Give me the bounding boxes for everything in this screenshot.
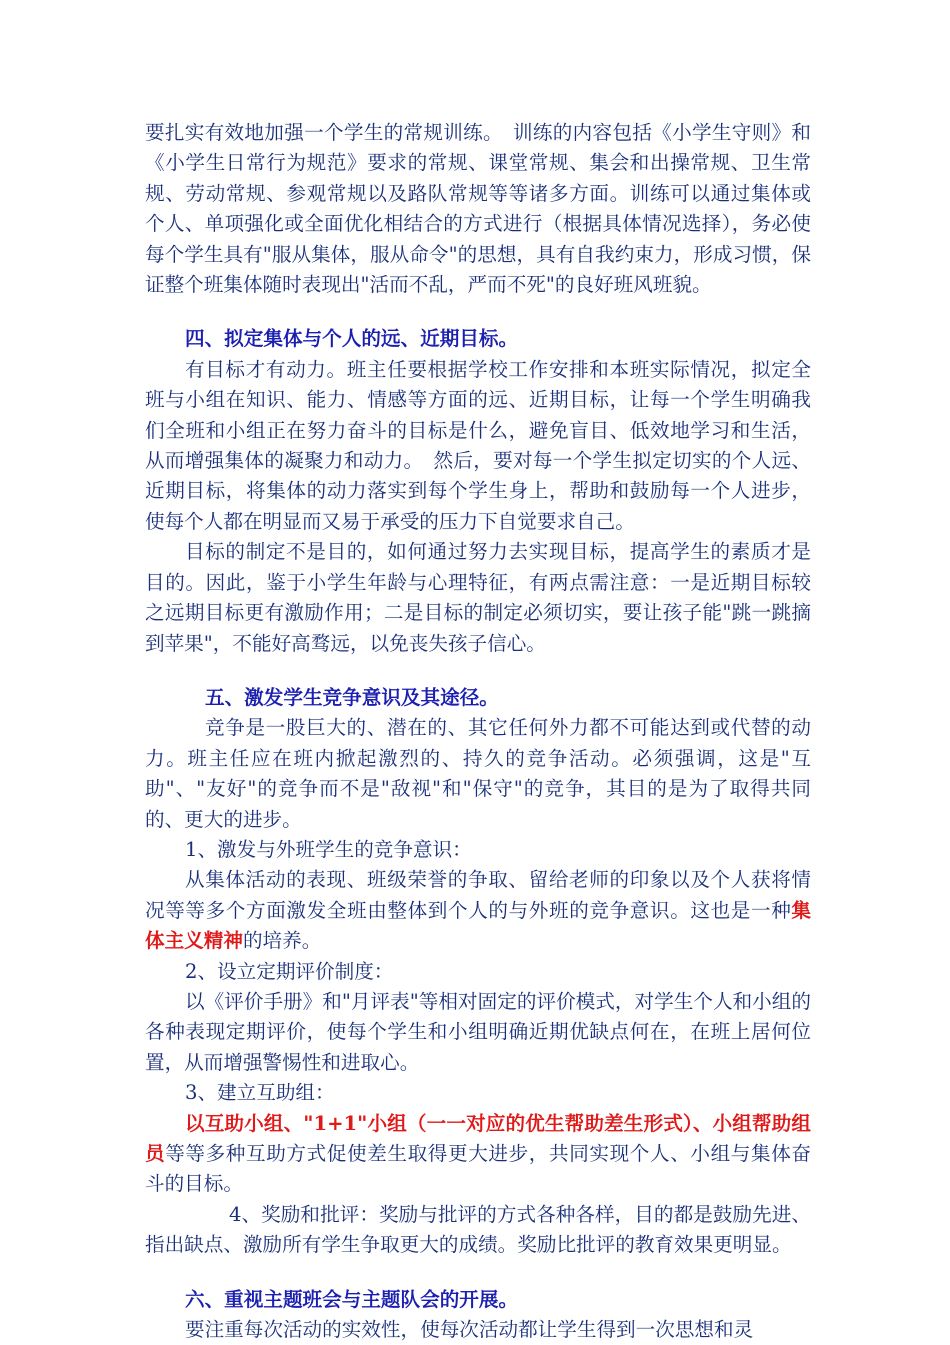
section-5-item-3-text xyxy=(145,1109,811,1200)
item-1-text-a: 从集体活动的表现、班级荣誉的争取、留给老师的印象以及个人获将情况等等多个方面激发全班由整体到个人的与外班的竞争意识。这也是一种 xyxy=(145,868,811,922)
section-5-item-3-title: 3、建立互助组： xyxy=(185,1081,335,1105)
item-3-text: 等等多种互助方式促使差生取得更大进步，共同实现个人、小组与集体奋斗的目标。 xyxy=(145,1142,812,1196)
item-1-text-b: 的培养。 xyxy=(242,929,322,953)
section-5-item-1-text xyxy=(145,865,811,956)
section-5-item-4: 4、奖励和批评：奖励与批评的方式各种各样，目的都是鼓励先进、指出缺点、激励所有学生争取更大的成绩。奖励比批评的教育效果更明显。 xyxy=(145,1202,811,1257)
section-6-paragraph-1: 要注重每次活动的实效性，使每次活动都让学生得到一次思想和灵 xyxy=(185,1318,754,1342)
item-3-prefix: 以 xyxy=(185,1111,205,1135)
section-5-paragraph-1: 竞争是一股巨大的、潜在的、其它任何外力都不可能达到或代替的动力。班主任应在班内掀起激烈的、持久的竞争活动。必须强调，这是"互助"、"友好"的竞争而不是"敌视"和"保守"的竞争，其目的是为了取得共同的、更大的进步。 xyxy=(145,716,811,831)
section-5-item-2-text: 以《评价手册》和"月评表"等相对固定的评价模式，对学生个人和小组的各种表现定期评价，使每个学生和小组明确近期优缺点何在，在班上居何位置，从而增强警惕性和进取心。 xyxy=(145,989,811,1074)
intro-paragraph: 要扎实有效地加强一个学生的常规训练。 训练的内容包括《小学生守则》和《小学生日常行为规范》要求的常规、课堂常规、集会和出操常规、卫生常规、劳动常规、参观常规以及路队常规等等诸多方面。训练可以通过集体或个人、单项强化或全面优化相结合的方式进行（根据具体情况选择），务必使每个学生具有"服从集体，服从命令"的思想，具有自我约束力，形成习惯，保证整个班集体随时表现出"活而不乱，严而不死"的良好班风班貌。 xyxy=(145,121,811,297)
section-5-item-2-title: 2、设立定期评价制度： xyxy=(185,959,394,983)
section-4-paragraph-2: 目标的制定不是目的，如何通过努力去实现目标，提高学生的素质才是目的。因此，鉴于小学生年龄与心理特征，有两点需注意：一是近期目标较之远期目标更有激励作用；二是目标的制定必须切实，要让孩子能"跳一跳摘到苹果"，不能好高骛远，以免丧失孩子信心。 xyxy=(145,540,811,655)
section-4-heading: 四、拟定集体与个人的远、近期目标。 xyxy=(185,327,519,351)
section-6-heading: 六、重视主题班会与主题队会的开展。 xyxy=(185,1287,519,1311)
mutual-help-emphasis: 互助小组、"1+1"小组（一一对应的优生帮助差生形式）、小组帮助组员 xyxy=(145,1111,811,1165)
section-5-item-1-title: 1、激发与外班学生的竞争意识： xyxy=(185,837,472,861)
section-5-heading: 五、激发学生竞争意识及其途径。 xyxy=(205,685,499,709)
collectivism-emphasis: 集体主义精神 xyxy=(145,898,811,953)
section-4-paragraph-1: 有目标才有动力。班主任要根据学校工作安排和本班实际情况，拟定全班与小组在知识、能力、情感等方面的远、近期目标，让每一个学生明确我们全班和小组正在努力奋斗的目标是什么，避免盲目、低效地学习和生活，从而增强集体的凝聚力和动力。 然后，要对每一个学生拟定切实的个人远、近期目标，将集体的动力落实到每个学生身上，帮助和鼓励每一个人进步，使每个人都在明显而又易于承受的压力下自觉要求自己。 xyxy=(145,357,811,533)
document-page xyxy=(145,118,811,1345)
